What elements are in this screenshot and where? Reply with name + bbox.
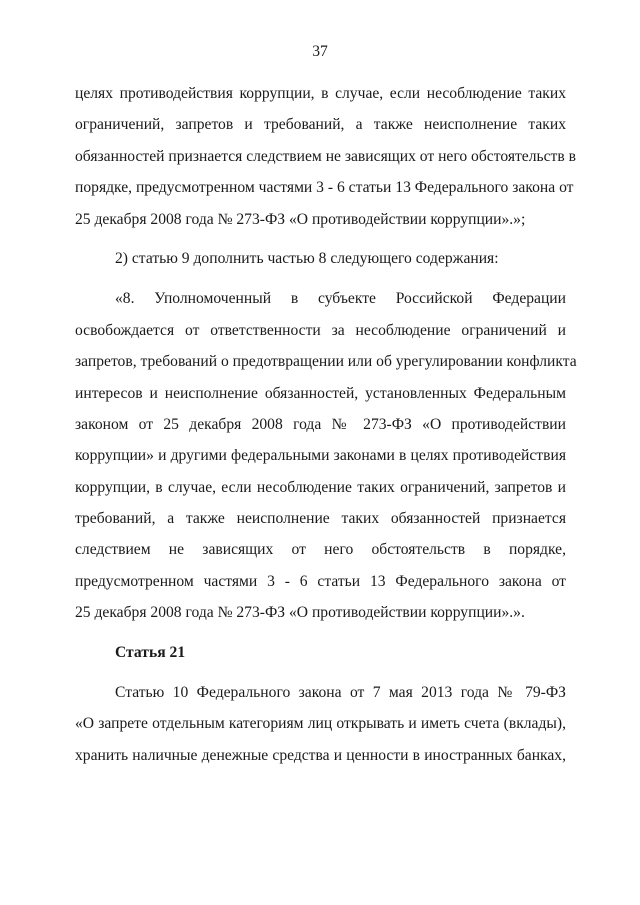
page-content [75, 78, 577, 771]
text-line: 2) статью 9 дополнить частью 8 следующего содержания: [115, 250, 499, 268]
paragraph-item-2 [75, 243, 566, 274]
text-line: коррупции» и другими федеральными законами в целях противодействия [75, 447, 566, 465]
text-line: запретов, требований о предотвращении или об урегулировании конфликта [75, 353, 577, 371]
text-line: следствием не зависящих от него обстоятельств в порядке, [75, 541, 566, 559]
text-line: «О запрете отдельным категориям лиц открывать и иметь счета (вклады), [75, 715, 566, 733]
paragraph-quoted-part-8 [75, 283, 577, 628]
text-line: ограничений, запретов и требований, а также неисполнение таких [75, 116, 566, 134]
text-line: коррупции, в случае, если несоблюдение таких ограничений, запретов и [75, 478, 566, 496]
text-line: предусмотренном частями 3 - 6 статьи 13 Федерального закона от [75, 572, 566, 590]
text-line: 25 декабря 2008 года № 273-ФЗ «О противодействии коррупции».»; [75, 210, 526, 228]
text-line: порядке, предусмотренном частями 3 - 6 статьи 13 Федерального закона от [75, 179, 574, 197]
text-line: 25 декабря 2008 года № 273-ФЗ «О противодействии коррупции».». [75, 604, 525, 622]
text-line: Статью 10 Федерального закона от 7 мая 2013 года № 79-ФЗ [115, 684, 566, 702]
text-line: требований, а также неисполнение таких обязанностей признается [75, 510, 566, 528]
text-line: хранить наличные денежные средства и ценности в иностранных банках, [75, 746, 566, 764]
article-paragraph [75, 677, 566, 771]
paragraph-continuation [75, 78, 576, 235]
text-line: «8. Уполномоченный в субъекте Российской Федерации [115, 290, 566, 308]
article-heading: Статья 21 [115, 644, 186, 662]
text-line: целях противодействия коррупции, в случае, если несоблюдение таких [75, 85, 566, 102]
text-line: обязанностей признается следствием не зависящих от него обстоятельств в [75, 147, 576, 165]
text-line: интересов и неисполнение обязанностей, установленных Федеральным [75, 384, 566, 402]
page-number: 37 [312, 43, 328, 60]
text-line: освобождается от ответственности за несоблюдение ограничений и [75, 321, 566, 339]
text-line: законом от 25 декабря 2008 года № 273-ФЗ «О противодействии [75, 415, 566, 433]
